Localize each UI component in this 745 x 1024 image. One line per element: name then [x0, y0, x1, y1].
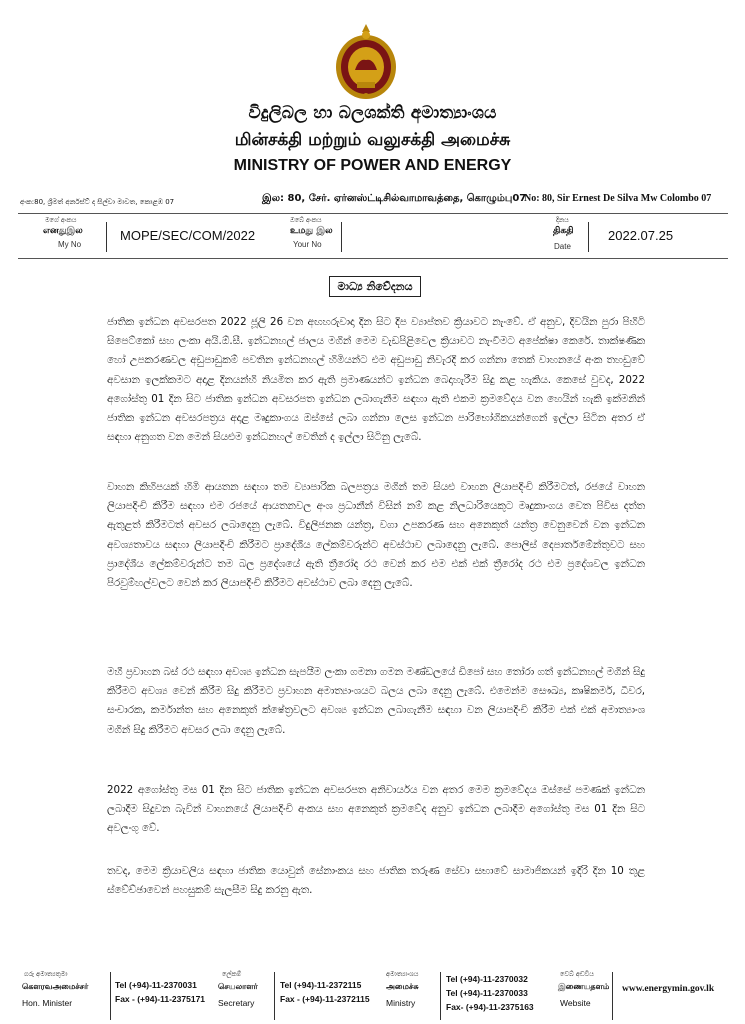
- secretary-tel: Tel (+94)-11-2372115: [280, 980, 362, 990]
- minister-tel: Tel (+94)-11-2370031: [115, 980, 197, 990]
- ministry-tel-1: Tel (+94)-11-2370032: [446, 974, 528, 984]
- footer-separator-4: [612, 972, 613, 1020]
- paragraph-4: 2022 අගෝස්තු මස 01 දින සිට ජාතික ඉන්ධන අවසරපත අනිවාර්යය වන අතර මෙම ක්‍රමවේදය ඔස්සේ පමණක් ඉන්ධන ලබාදීම සිදුවන බැවින් වාහනයේ ලියාපදිංචි අංකය සහ අනෙකුත් ක්‍රමවේද අනුව ඉන්ධන ලබාදීම අගෝස්තු මස 01 දින සිට අවලංගු වේ.: [107, 784, 645, 835]
- ministry-fax: Fax- (+94)-11-2375163: [446, 1002, 534, 1012]
- ministry-name-tamil: மின்சக்தி மற்றும் வலுசக்தி அமைச்சு: [234, 130, 511, 150]
- address-english: No: 80, Sir Ernest De Silva Mw Colombo 07: [524, 193, 712, 204]
- minister-label-english: Hon. Minister: [22, 998, 73, 1008]
- date-value: 2022.07.25: [608, 228, 674, 243]
- ministry-label-sinhala: අමාත්‍යාංශය: [386, 970, 419, 978]
- address-tamil: இல: 80, சேர். ஏர்னஸ்ட்டிசில்வாமாவத்தை, கொழும்பு07: [262, 193, 527, 204]
- website-label-sinhala: වෙබ් අඩවිය: [560, 970, 594, 978]
- my-no-label-tamil: எனதுஇல: [43, 226, 83, 236]
- my-no-bracket: [100, 222, 107, 252]
- my-no-value: MOPE/SEC/COM/2022: [120, 228, 256, 243]
- website-label-tamil: இணையதளம்: [558, 982, 610, 991]
- footer-separator-3: [440, 972, 441, 1020]
- ministry-label-english: Ministry: [386, 998, 416, 1008]
- ministry-label-tamil: அமைச்சு: [386, 982, 419, 991]
- my-no-label-sinhala: මගේ අංකය: [45, 216, 77, 224]
- date-label-english: Date: [554, 242, 571, 251]
- website-label-english: Website: [560, 998, 591, 1008]
- secretary-label-english: Secretary: [218, 998, 255, 1008]
- paragraph-3: මහී ප්‍රවාහන බස් රථ සඳහා අවශ්‍ය ඉන්ධන සැපයීම ලංකා ගමනා ගමන මණ්ඩලයේ ඩිපෝ සහ තෝරා ගත් ඉන්ධනහල් මගින් සිදු කිරීමට අවශ්‍ය වෙන් කිරීම සිදු කිරීමට ප්‍රවාහන අමාත්‍යාංශයට බලය ලබා දෙනු ලැබේ. එමෙන්ම සෞඛ්‍ය, කෘෂිකර්ම, ධීවර, සංචාරක, කර්මාන්ත සහ අනෙකුත් ක්ෂේත්‍රවලට අවශ්‍ය ඉන්ධන ලබාගැනීම සඳහා වන ලියාපදිංචි කිරීම එක් එක් අමාත්‍යාංශ මගින් සිදු කිරීමට අවසර ලබා දෙනු ලැබේ.: [107, 666, 645, 736]
- your-no-label-english: Your No: [293, 240, 322, 249]
- your-no-label-tamil: உமது இல: [290, 226, 333, 236]
- contact-footer: [0, 968, 745, 1024]
- paragraph-5: තවද, මෙම ක්‍රියාවලිය සඳහා ජාතික යොවුන් සේනාංකය සහ ජාතික තරුණ සේවා සභාවේ සාමාජිකයන් ඉදිරි දින 10 තුළ ස්වේච්ඡාවෙන් පහසුකම් සැලසීම සිදු කරනු ඇත.: [107, 865, 645, 897]
- secretary-label-tamil: செயலாளர்: [218, 982, 258, 991]
- ministry-name-sinhala: විදුලිබල හා බලශක්ති අමාත්‍යාංශය: [248, 103, 497, 123]
- paragraph-1: ජාතික ඉන්ධන අවසරපත 2022 ජූලි 26 වන අඟහරුවාදා දින සිට දිප ව්‍යාප්තව ක්‍රියාවට නැංවේ. ඒ අනුව, දිවයින පුරා පිහිටි සිපෙට්කෝ සහ ලංකා අයි.ඕ.සී. ඉන්ධනහල් ජාලය මගින් මෙම වැඩපිළිවෙල ක්‍රියාවට නැංවීමට අපේක්ෂා කෙරේ. තාක්ෂණික හෝ උපකරණවල අඩුපාඩුකම් පවතින ඉන්ධනහල් හිමියන්ට එම අඩුපාඩු නිවැරදි කර ගන්නා තෙක් වාහනයේ අංක තහඩුවේ අවසාන ඉලක්කමට අදාළ දිනයන්හි නියමිත කර ඇති ප්‍රමාණයන්ට ඉන්ධන බෙදාහැරීම සිදු කළ හැකිය. කෙසේ වුවද, 2022 අගෝස්තු 01 දින සිට ජාතික ඉන්ධන අවසරපත ඉන්ධන ලබාගැනීම සඳහා ඇති එකම ක්‍රමවේදය වන හෙයින් හැකි ඉක්මනින් ජාතික ඉන්ධන අවසරපත්‍රය අදාළ මෘදුකාංගය ඔස්සේ ලබා ගන්නා ලෙස ඉන්ධන පාරිභෝගිකයන්ගෙන් ඉල්ලා සිටින අතර ඒ සඳහා අනුගත වන මෙන් සියළුම ඉන්ධනහල් වෙතින් ද ඉල්ලා සිටිනු ලැබේ.: [107, 316, 645, 444]
- secretary-fax: Fax - (+94)-11-2372115: [280, 994, 370, 1004]
- minister-fax: Fax - (+94)-11-2375171: [115, 994, 206, 1004]
- paragraph-2: වාහන කිහිපයක් හිමි ආයතන සඳහා තම ව්‍යාපාරික බලපත්‍රය මගින් තම සියළු වාහන ලියාපදිංචි කිරීමටත්, රජයේ වාහන ලියාපදිංචි කිරීම සඳහා එම රජයේ ආයතනවල අංශ ප්‍රධානීන් විසින් නම් කළ නිලධාරියෙකුට මෘදුකාංගය වෙත පිවිස දත්ත ඇතුළත් කිරීමටත් අවසර ලබාදෙනු ලැබේ. විදුලිජනක යන්ත්‍ර, වගා උපකරණ සහ අනෙකුත් යන්ත්‍ර වෙනුවෙන් වන ඉන්ධන අවශ්‍යතාවය සඳහා ලියාපදිංචි කිරීමට ප්‍රාදේශීය ලේකම්වරුන්ට අවස්ථාව ලබාදෙනු ලැබේ. පොලිස් දෙපාර්තමේන්තුවට සහ ප්‍රාදේශීය ලේකම්වරුන්ට තම බල ප්‍රදේශයේ ඇති ත්‍රීරෝද රථ වෙන් කර එම එක් එක් ත්‍රීරෝද රථ එම ප්‍රදේශවල ඉන්ධන පිරවුම්හල්වලට වෙන් කර ලියාපදිංචි කිරීමට අවස්ථාව ලබා දෙනු ලැබේ.: [107, 481, 645, 590]
- footer-separator-1: [110, 972, 111, 1020]
- my-no-label-english: My No: [58, 240, 82, 249]
- document-title: මාධ්‍ය නිවේදනය: [329, 276, 421, 297]
- header-divider-top: [18, 213, 728, 214]
- secretary-label-sinhala: ලේකම්: [222, 970, 242, 978]
- sri-lanka-emblem-icon: [333, 22, 399, 102]
- ministry-name-english: MINISTRY OF POWER AND ENERGY: [233, 157, 512, 174]
- date-bracket: [582, 222, 589, 252]
- header-divider-bottom: [18, 258, 728, 259]
- date-label-tamil: திகதி: [553, 226, 574, 236]
- ministry-tel-2: Tel (+94)-11-2370033: [446, 988, 528, 998]
- your-no-bracket: [335, 222, 342, 252]
- minister-label-tamil: கௌரவஅமைச்சர்: [22, 982, 89, 991]
- date-label-sinhala: දිනය: [556, 216, 569, 224]
- website-link[interactable]: www.energymin.gov.lk: [622, 984, 715, 994]
- address-sinhala: අංක:80, ශ්‍රීමත් අර්නස්ට් ද සිල්වා මාවත, කොළඹ 07: [20, 198, 175, 206]
- minister-label-sinhala: ගරු අමාත්‍යතුමා: [24, 970, 68, 978]
- footer-separator-2: [274, 972, 275, 1020]
- your-no-label-sinhala: ඔබේ අංකය: [290, 216, 322, 224]
